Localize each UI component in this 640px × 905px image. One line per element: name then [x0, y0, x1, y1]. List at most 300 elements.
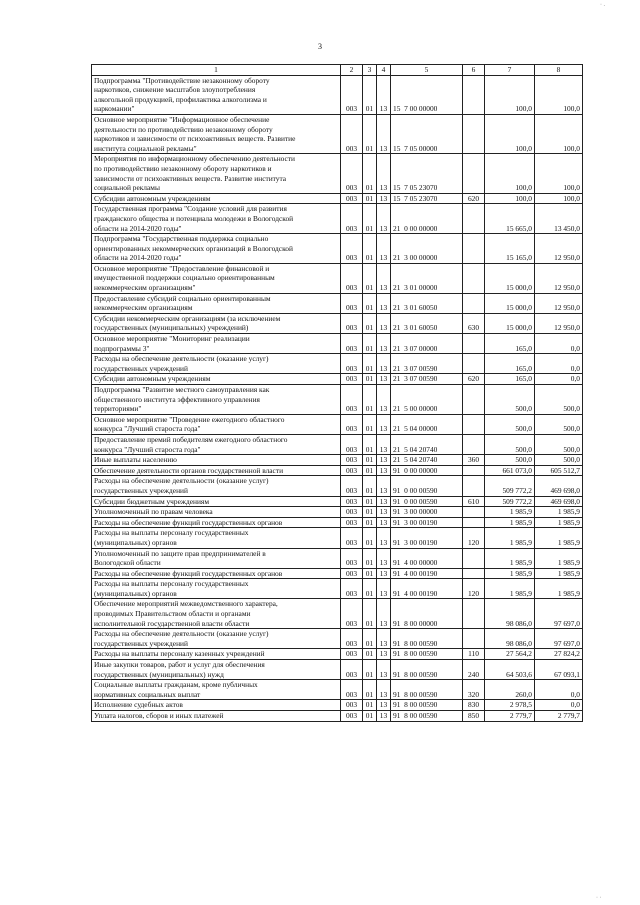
row-expense-type-cell [463, 75, 485, 114]
row-amount-2018-cell: 100,0 [535, 75, 583, 114]
row-name-cell: Социальные выплаты гражданам, кроме публичных нормативных социальных выплат [92, 680, 341, 700]
row-expense-type-cell [463, 568, 485, 579]
row-target-article-cell: 15 7 05 23070 [391, 154, 463, 193]
table-row [92, 414, 583, 434]
table-row [92, 193, 583, 204]
header-col-4: 4 [377, 65, 391, 76]
row-expense-type-cell [463, 434, 485, 454]
row-amount-2018-cell: 0,0 [535, 374, 583, 385]
row-target-article-cell: 91 8 00 00590 [391, 680, 463, 700]
table-row [92, 434, 583, 454]
row-name-cell: Обеспечение деятельности органов государственной власти [92, 465, 341, 476]
row-subsection-cell: 13 [377, 114, 391, 153]
row-target-article-cell: 21 3 01 60050 [391, 313, 463, 333]
row-name-cell: Расходы на обеспечение функций государственных органов [92, 517, 341, 528]
row-admin-code-cell: 003 [341, 599, 363, 629]
row-amount-2018-cell: 12 950,0 [535, 234, 583, 264]
row-target-article-cell: 15 7 05 00000 [391, 114, 463, 153]
row-section-cell: 01 [363, 476, 377, 496]
row-subsection-cell: 13 [377, 568, 391, 579]
row-amount-2017-cell: 1 985,9 [485, 568, 535, 579]
row-target-article-cell: 91 8 00 00000 [391, 599, 463, 629]
row-target-article-cell: 91 8 00 00590 [391, 700, 463, 711]
row-section-cell: 01 [363, 114, 377, 153]
row-admin-code-cell: 003 [341, 548, 363, 568]
row-subsection-cell: 13 [377, 263, 391, 293]
row-amount-2017-cell: 2 779,7 [485, 711, 535, 722]
row-target-article-cell: 91 8 00 00590 [391, 711, 463, 722]
table-row [92, 476, 583, 496]
row-target-article-cell: 91 3 00 00190 [391, 517, 463, 528]
row-amount-2018-cell: 500,0 [535, 434, 583, 454]
row-expense-type-cell [463, 114, 485, 153]
row-amount-2017-cell: 1 985,9 [485, 548, 535, 568]
row-target-article-cell: 21 3 01 00000 [391, 263, 463, 293]
row-target-article-cell: 91 0 00 00590 [391, 496, 463, 507]
row-target-article-cell: 21 5 04 20740 [391, 434, 463, 454]
row-admin-code-cell: 003 [341, 154, 363, 193]
row-amount-2018-cell: 1 985,9 [535, 568, 583, 579]
row-expense-type-cell: 620 [463, 374, 485, 385]
row-amount-2017-cell: 100,0 [485, 154, 535, 193]
row-amount-2018-cell: 2 779,7 [535, 711, 583, 722]
row-target-article-cell: 91 0 00 00000 [391, 465, 463, 476]
row-section-cell: 01 [363, 204, 377, 234]
row-name-cell: Основное мероприятие "Предоставление финансовой и имущественной поддержки социально ориентированным некоммерческим организациям" [92, 263, 341, 293]
row-name-cell: Подпрограмма "Государственная поддержка социально ориентированных некоммерческих организаций в Вологодской области на 2014-2020 годы" [92, 234, 341, 264]
row-subsection-cell: 13 [377, 496, 391, 507]
row-subsection-cell: 13 [377, 579, 391, 599]
table-row [92, 75, 583, 114]
row-subsection-cell: 13 [377, 711, 391, 722]
row-name-cell: Основное мероприятие "Мониторинг реализации подпрограммы 3" [92, 334, 341, 354]
row-target-article-cell: 21 5 04 00000 [391, 414, 463, 434]
table-row [92, 649, 583, 660]
row-expense-type-cell [463, 234, 485, 264]
table-row [92, 263, 583, 293]
row-subsection-cell: 13 [377, 507, 391, 518]
table-row [92, 465, 583, 476]
row-amount-2018-cell: 1 985,9 [535, 528, 583, 548]
row-section-cell: 01 [363, 496, 377, 507]
row-name-cell: Уполномоченный по правам человека [92, 507, 341, 518]
row-subsection-cell: 13 [377, 385, 391, 415]
row-name-cell: Расходы на выплаты персоналу государственных (муниципальных) органов [92, 579, 341, 599]
row-target-article-cell: 21 0 00 00000 [391, 204, 463, 234]
row-amount-2017-cell: 500,0 [485, 434, 535, 454]
row-name-cell: Иные выплаты населению [92, 455, 341, 466]
row-amount-2017-cell: 1 985,9 [485, 528, 535, 548]
row-section-cell: 01 [363, 579, 377, 599]
row-amount-2017-cell: 15 665,0 [485, 204, 535, 234]
row-subsection-cell: 13 [377, 660, 391, 680]
row-target-article-cell: 21 3 07 00590 [391, 354, 463, 374]
row-subsection-cell: 13 [377, 414, 391, 434]
row-admin-code-cell: 003 [341, 374, 363, 385]
row-amount-2018-cell: 13 450,0 [535, 204, 583, 234]
row-section-cell: 01 [363, 334, 377, 354]
row-amount-2017-cell: 1 985,9 [485, 579, 535, 599]
scan-mark-top: · . [600, 2, 605, 8]
row-amount-2017-cell: 15 000,0 [485, 293, 535, 313]
table-row [92, 313, 583, 333]
row-amount-2017-cell: 1 985,9 [485, 517, 535, 528]
row-section-cell: 01 [363, 711, 377, 722]
row-subsection-cell: 13 [377, 548, 391, 568]
row-name-cell: Расходы на обеспечение деятельности (оказание услуг) государственных учреждений [92, 354, 341, 374]
row-section-cell: 01 [363, 263, 377, 293]
row-amount-2017-cell: 98 086,0 [485, 629, 535, 649]
row-subsection-cell: 13 [377, 434, 391, 454]
table-row [92, 385, 583, 415]
row-admin-code-cell: 003 [341, 204, 363, 234]
row-amount-2017-cell: 100,0 [485, 75, 535, 114]
row-amount-2017-cell: 64 503,6 [485, 660, 535, 680]
row-subsection-cell: 13 [377, 293, 391, 313]
row-amount-2018-cell: 1 985,9 [535, 517, 583, 528]
row-subsection-cell: 13 [377, 204, 391, 234]
row-admin-code-cell: 003 [341, 263, 363, 293]
row-amount-2018-cell: 12 950,0 [535, 313, 583, 333]
row-admin-code-cell: 003 [341, 313, 363, 333]
row-section-cell: 01 [363, 313, 377, 333]
table-row [92, 374, 583, 385]
row-amount-2017-cell: 165,0 [485, 334, 535, 354]
table-row [92, 293, 583, 313]
row-subsection-cell: 13 [377, 476, 391, 496]
row-amount-2017-cell: 100,0 [485, 114, 535, 153]
table-row [92, 700, 583, 711]
row-target-article-cell: 15 7 00 00000 [391, 75, 463, 114]
row-section-cell: 01 [363, 234, 377, 264]
row-expense-type-cell [463, 476, 485, 496]
row-expense-type-cell: 240 [463, 660, 485, 680]
row-amount-2018-cell: 469 698,0 [535, 476, 583, 496]
row-amount-2018-cell: 500,0 [535, 455, 583, 466]
row-expense-type-cell: 630 [463, 313, 485, 333]
table-row [92, 568, 583, 579]
row-name-cell: Подпрограмма "Противодействие незаконному обороту наркотиков, снижение масштабов злоупотребления алкогольной продукцией, профилактика алкоголизма и наркомании" [92, 75, 341, 114]
row-name-cell: Субсидии автономным учреждениям [92, 374, 341, 385]
row-amount-2018-cell: 67 093,1 [535, 660, 583, 680]
row-section-cell: 01 [363, 434, 377, 454]
table-body [92, 75, 583, 721]
row-name-cell: Расходы на выплаты персоналу казенных учреждений [92, 649, 341, 660]
row-section-cell: 01 [363, 507, 377, 518]
row-subsection-cell: 13 [377, 193, 391, 204]
row-amount-2017-cell: 2 978,5 [485, 700, 535, 711]
row-amount-2018-cell: 0,0 [535, 334, 583, 354]
row-admin-code-cell: 003 [341, 660, 363, 680]
row-target-article-cell: 91 8 00 00590 [391, 660, 463, 680]
table-row [92, 154, 583, 193]
row-subsection-cell: 13 [377, 649, 391, 660]
row-target-article-cell: 91 4 00 00000 [391, 548, 463, 568]
row-subsection-cell: 13 [377, 465, 391, 476]
row-admin-code-cell: 003 [341, 434, 363, 454]
row-amount-2018-cell: 469 698,0 [535, 496, 583, 507]
row-admin-code-cell: 003 [341, 579, 363, 599]
row-subsection-cell: 13 [377, 599, 391, 629]
row-admin-code-cell: 003 [341, 293, 363, 313]
row-amount-2017-cell: 100,0 [485, 193, 535, 204]
table-row [92, 114, 583, 153]
row-target-article-cell: 21 5 00 00000 [391, 385, 463, 415]
row-name-cell: Уполномоченный по защите прав предпринимателей в Вологодской области [92, 548, 341, 568]
row-name-cell: Иные закупки товаров, работ и услуг для обеспечения государственных (муниципальных) нужд [92, 660, 341, 680]
row-name-cell: Исполнение судебных актов [92, 700, 341, 711]
row-admin-code-cell: 003 [341, 114, 363, 153]
row-subsection-cell: 13 [377, 354, 391, 374]
row-admin-code-cell: 003 [341, 455, 363, 466]
table-row [92, 204, 583, 234]
row-name-cell: Предоставление субсидий социально ориентированным некоммерческим организациям [92, 293, 341, 313]
row-amount-2017-cell: 27 564,2 [485, 649, 535, 660]
row-subsection-cell: 13 [377, 680, 391, 700]
row-amount-2017-cell: 165,0 [485, 354, 535, 374]
row-admin-code-cell: 003 [341, 234, 363, 264]
table-row [92, 234, 583, 264]
row-expense-type-cell [463, 517, 485, 528]
row-expense-type-cell: 360 [463, 455, 485, 466]
table-row [92, 548, 583, 568]
row-expense-type-cell [463, 548, 485, 568]
row-amount-2017-cell: 500,0 [485, 385, 535, 415]
row-admin-code-cell: 003 [341, 528, 363, 548]
row-amount-2018-cell: 1 985,9 [535, 507, 583, 518]
row-section-cell: 01 [363, 75, 377, 114]
budget-table [91, 64, 583, 722]
row-admin-code-cell: 003 [341, 649, 363, 660]
row-amount-2017-cell: 15 000,0 [485, 313, 535, 333]
row-amount-2017-cell: 500,0 [485, 414, 535, 434]
row-name-cell: Государственная программа "Создание условий для развития гражданского общества и потенциала молодежи в Вологодской области на 2014-2020 годы" [92, 204, 341, 234]
row-name-cell: Обеспечение мероприятий межведомственного характера, проводимых Правительством области и органами исполнительной государственной власти области [92, 599, 341, 629]
row-amount-2017-cell: 98 086,0 [485, 599, 535, 629]
table-row [92, 507, 583, 518]
row-amount-2018-cell: 27 824,2 [535, 649, 583, 660]
row-target-article-cell: 91 4 00 00190 [391, 568, 463, 579]
row-name-cell: Основное мероприятие "Информационное обеспечение деятельности по противодействию незаконному обороту наркотиков и зависимости от психоактивных веществ. Развитие института социальной рекламы" [92, 114, 341, 153]
row-admin-code-cell: 003 [341, 568, 363, 579]
row-amount-2017-cell: 260,0 [485, 680, 535, 700]
row-name-cell: Расходы на выплаты персоналу государственных (муниципальных) органов [92, 528, 341, 548]
row-name-cell: Мероприятия по информационному обеспечению деятельности по противодействию незаконному обороту наркотиков и зависимости от психоактивных веществ. Развитие института социальной рекламы [92, 154, 341, 193]
row-subsection-cell: 13 [377, 154, 391, 193]
row-admin-code-cell: 003 [341, 711, 363, 722]
table-row [92, 496, 583, 507]
row-admin-code-cell: 003 [341, 354, 363, 374]
header-col-2: 2 [341, 65, 363, 76]
row-section-cell: 01 [363, 568, 377, 579]
table-header-row [92, 65, 583, 76]
row-admin-code-cell: 003 [341, 680, 363, 700]
row-section-cell: 01 [363, 700, 377, 711]
row-expense-type-cell [463, 293, 485, 313]
row-target-article-cell: 21 3 07 00590 [391, 374, 463, 385]
row-expense-type-cell [463, 204, 485, 234]
row-name-cell: Уплата налогов, сборов и иных платежей [92, 711, 341, 722]
row-expense-type-cell: 120 [463, 528, 485, 548]
row-section-cell: 01 [363, 455, 377, 466]
row-target-article-cell: 91 0 00 00590 [391, 476, 463, 496]
row-subsection-cell: 13 [377, 517, 391, 528]
row-target-article-cell: 91 3 00 00000 [391, 507, 463, 518]
row-name-cell: Субсидии некоммерческим организациям (за исключением государственных (муниципальных) учреждений) [92, 313, 341, 333]
row-expense-type-cell: 830 [463, 700, 485, 711]
row-section-cell: 01 [363, 517, 377, 528]
table-row [92, 334, 583, 354]
row-target-article-cell: 21 3 00 00000 [391, 234, 463, 264]
row-section-cell: 01 [363, 374, 377, 385]
row-amount-2017-cell: 509 772,2 [485, 496, 535, 507]
row-expense-type-cell: 110 [463, 649, 485, 660]
row-admin-code-cell: 003 [341, 75, 363, 114]
row-amount-2017-cell: 661 073,0 [485, 465, 535, 476]
row-expense-type-cell: 610 [463, 496, 485, 507]
row-amount-2017-cell: 509 772,2 [485, 476, 535, 496]
row-amount-2018-cell: 0,0 [535, 680, 583, 700]
header-col-7: 7 [485, 65, 535, 76]
row-amount-2018-cell: 97 697,0 [535, 629, 583, 649]
row-amount-2017-cell: 165,0 [485, 374, 535, 385]
table-row [92, 455, 583, 466]
row-amount-2018-cell: 12 950,0 [535, 293, 583, 313]
row-section-cell: 01 [363, 193, 377, 204]
row-target-article-cell: 91 4 00 00190 [391, 579, 463, 599]
table-row [92, 680, 583, 700]
row-target-article-cell: 91 8 00 00590 [391, 629, 463, 649]
scan-mark-bottom: · · [596, 895, 602, 901]
row-amount-2017-cell: 1 985,9 [485, 507, 535, 518]
header-col-5: 5 [391, 65, 463, 76]
row-amount-2018-cell: 605 512,7 [535, 465, 583, 476]
row-target-article-cell: 91 3 00 00190 [391, 528, 463, 548]
table-row [92, 528, 583, 548]
row-subsection-cell: 13 [377, 75, 391, 114]
row-section-cell: 01 [363, 385, 377, 415]
row-amount-2018-cell: 500,0 [535, 385, 583, 415]
row-admin-code-cell: 003 [341, 414, 363, 434]
row-subsection-cell: 13 [377, 455, 391, 466]
header-col-8: 8 [535, 65, 583, 76]
row-section-cell: 01 [363, 680, 377, 700]
row-expense-type-cell [463, 465, 485, 476]
row-amount-2018-cell: 1 985,9 [535, 579, 583, 599]
row-admin-code-cell: 003 [341, 629, 363, 649]
table-row [92, 579, 583, 599]
row-admin-code-cell: 003 [341, 507, 363, 518]
table-row [92, 517, 583, 528]
table-row [92, 711, 583, 722]
row-amount-2018-cell: 97 697,0 [535, 599, 583, 629]
row-amount-2018-cell: 100,0 [535, 114, 583, 153]
row-amount-2018-cell: 500,0 [535, 414, 583, 434]
row-target-article-cell: 21 3 07 00000 [391, 334, 463, 354]
row-section-cell: 01 [363, 548, 377, 568]
row-name-cell: Субсидии бюджетным учреждениям [92, 496, 341, 507]
row-section-cell: 01 [363, 414, 377, 434]
row-amount-2017-cell: 15 000,0 [485, 263, 535, 293]
row-admin-code-cell: 003 [341, 517, 363, 528]
row-subsection-cell: 13 [377, 234, 391, 264]
row-expense-type-cell [463, 354, 485, 374]
row-admin-code-cell: 003 [341, 193, 363, 204]
row-amount-2017-cell: 15 165,0 [485, 234, 535, 264]
row-section-cell: 01 [363, 629, 377, 649]
row-amount-2018-cell: 0,0 [535, 354, 583, 374]
row-amount-2018-cell: 0,0 [535, 700, 583, 711]
row-expense-type-cell [463, 507, 485, 518]
row-admin-code-cell: 003 [341, 700, 363, 711]
row-name-cell: Предоставление премий победителям ежегодного областного конкурса "Лучший староста года" [92, 434, 341, 454]
row-amount-2018-cell: 12 950,0 [535, 263, 583, 293]
row-name-cell: Расходы на обеспечение функций государственных органов [92, 568, 341, 579]
row-name-cell: Основное мероприятие "Проведение ежегодного областного конкурса "Лучший староста года" [92, 414, 341, 434]
row-expense-type-cell [463, 385, 485, 415]
row-section-cell: 01 [363, 354, 377, 374]
row-name-cell: Расходы на обеспечение деятельности (оказание услуг) государственных учреждений [92, 629, 341, 649]
row-expense-type-cell: 850 [463, 711, 485, 722]
table-row [92, 660, 583, 680]
row-section-cell: 01 [363, 649, 377, 660]
table-row [92, 599, 583, 629]
row-section-cell: 01 [363, 465, 377, 476]
row-section-cell: 01 [363, 599, 377, 629]
row-name-cell: Расходы на обеспечение деятельности (оказание услуг) государственных учреждений [92, 476, 341, 496]
row-target-article-cell: 15 7 05 23070 [391, 193, 463, 204]
header-col-3: 3 [363, 65, 377, 76]
row-amount-2018-cell: 100,0 [535, 193, 583, 204]
row-expense-type-cell [463, 599, 485, 629]
row-subsection-cell: 13 [377, 629, 391, 649]
row-subsection-cell: 13 [377, 313, 391, 333]
row-admin-code-cell: 003 [341, 465, 363, 476]
row-section-cell: 01 [363, 154, 377, 193]
row-admin-code-cell: 003 [341, 334, 363, 354]
row-expense-type-cell [463, 263, 485, 293]
row-subsection-cell: 13 [377, 374, 391, 385]
header-col-1: 1 [92, 65, 341, 76]
row-amount-2018-cell: 1 985,9 [535, 548, 583, 568]
row-name-cell: Субсидии автономным учреждениям [92, 193, 341, 204]
row-target-article-cell: 21 5 04 20740 [391, 455, 463, 466]
header-col-6: 6 [463, 65, 485, 76]
row-amount-2018-cell: 100,0 [535, 154, 583, 193]
row-admin-code-cell: 003 [341, 476, 363, 496]
row-expense-type-cell [463, 414, 485, 434]
row-expense-type-cell: 120 [463, 579, 485, 599]
row-subsection-cell: 13 [377, 334, 391, 354]
row-section-cell: 01 [363, 528, 377, 548]
row-target-article-cell: 91 8 00 00590 [391, 649, 463, 660]
row-section-cell: 01 [363, 293, 377, 313]
row-amount-2017-cell: 500,0 [485, 455, 535, 466]
row-expense-type-cell [463, 629, 485, 649]
row-subsection-cell: 13 [377, 528, 391, 548]
row-name-cell: Подпрограмма "Развитие местного самоуправления как общественного института эффективного управления территориями" [92, 385, 341, 415]
page-number: 3 [318, 42, 322, 51]
row-admin-code-cell: 003 [341, 385, 363, 415]
row-expense-type-cell [463, 154, 485, 193]
row-admin-code-cell: 003 [341, 496, 363, 507]
row-section-cell: 01 [363, 660, 377, 680]
row-target-article-cell: 21 3 01 60050 [391, 293, 463, 313]
row-subsection-cell: 13 [377, 700, 391, 711]
row-expense-type-cell: 620 [463, 193, 485, 204]
table-row [92, 354, 583, 374]
row-expense-type-cell: 320 [463, 680, 485, 700]
